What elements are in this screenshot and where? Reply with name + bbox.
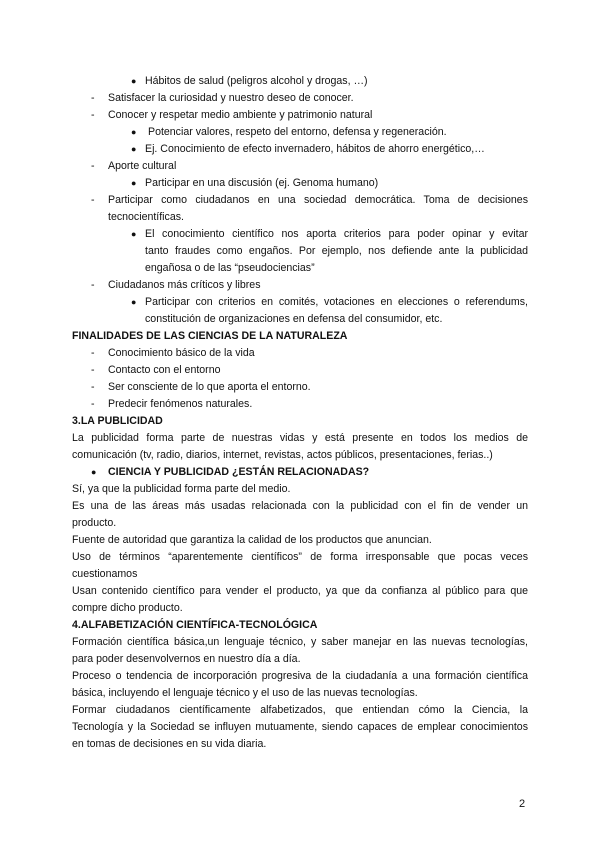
text-line: Es una de las áreas más usadas relacionada con la publicidad con el fin de vender un [72, 500, 528, 512]
text-line: Conocer y respetar medio ambiente y patrimonio natural [108, 109, 373, 121]
text-line: comunicación (tv, radio, diarios, internet, revistas, actos públicos, presentaciones, ferias..) [72, 449, 493, 461]
bullet-icon: ● [131, 178, 137, 188]
text-line: Ser consciente de lo que aporta el entorno. [108, 381, 311, 393]
text-line: Conocimiento básico de la vida [108, 347, 255, 359]
dash-icon: - [91, 194, 95, 206]
bullet-icon: ● [91, 467, 97, 477]
text-line: en tomas de decisiones en su vida diaria. [72, 738, 267, 750]
text-line: Proceso o tendencia de incorporación progresiva de la ciudadanía a una formación científica [72, 670, 528, 682]
text-line: Ciudadanos más críticos y libres [108, 279, 261, 291]
text-line: constitución de organizaciones en defensa del consumidor, etc. [145, 313, 443, 325]
text-line: Sí, ya que la publicidad forma parte del medio. [72, 483, 291, 495]
bullet-icon: ● [131, 229, 137, 239]
bullet-icon: ● [131, 76, 137, 86]
text-line: El conocimiento científico nos aporta criterios para poder opinar y evitar [145, 228, 528, 240]
dash-icon: - [91, 279, 95, 291]
text-line: Satisfacer la curiosidad y nuestro deseo de conocer. [108, 92, 354, 104]
text-line: Fuente de autoridad que garantiza la calidad de los productos que anuncian. [72, 534, 432, 546]
text-line: cuestionamos [72, 568, 138, 580]
text-line: Contacto con el entorno [108, 364, 221, 376]
text-line: Participar como ciudadanos en una sociedad democrática. Toma de decisiones [108, 194, 528, 206]
text-line: Formar ciudadanos científicamente alfabetizados, que entiendan cómo la Ciencia, la [72, 704, 528, 716]
text-line: Formación científica básica,un lenguaje técnico, y saber manejar en las nuevas tecnologías, [72, 636, 528, 648]
text-line: Ej. Conocimiento de efecto invernadero, hábitos de ahorro energético,… [145, 143, 485, 155]
bullet-icon: ● [131, 297, 137, 307]
text-line: producto. [72, 517, 117, 529]
text-line: Potenciar valores, respeto del entorno, defensa y regeneración. [148, 126, 447, 138]
dash-icon: - [91, 109, 95, 121]
text-line: engañosa o de las “pseudociencias” [145, 262, 315, 274]
text-line: Hábitos de salud (peligros alcohol y drogas, …) [145, 75, 368, 87]
text-line: Aporte cultural [108, 160, 177, 172]
text-line: Participar en una discusión (ej. Genoma humano) [145, 177, 379, 189]
text-line: básica, incluyendo el lenguaje técnico y el uso de las nuevas tecnologías. [72, 687, 418, 699]
subheading: CIENCIA Y PUBLICIDAD ¿ESTÁN RELACIONADAS? [108, 466, 370, 478]
dash-icon: - [91, 160, 95, 172]
text-line: compre dicho producto. [72, 602, 183, 614]
text-line: para poder desenvolvernos en nuestro día a día. [72, 653, 301, 665]
dash-icon: - [91, 381, 95, 393]
bullet-icon: ● [131, 127, 137, 137]
dash-icon: - [91, 398, 95, 410]
text-line: Uso de términos “aparentemente científicos” de forma irresponsable que pocas veces [72, 551, 528, 563]
bullet-icon: ● [131, 144, 137, 154]
section-heading: 3.LA PUBLICIDAD [72, 415, 163, 427]
dash-icon: - [91, 347, 95, 359]
text-line: La publicidad forma parte de nuestras vidas y está presente en todos los medios de [72, 432, 528, 444]
text-line: Participar con criterios en comités, votaciones en elecciones o referendums, [145, 296, 528, 308]
text-line: Predecir fenómenos naturales. [108, 398, 253, 410]
text-line: Usan contenido científico para vender el producto, ya que da confianza al público para que [72, 585, 528, 597]
section-heading: 4.ALFABETIZACIÓN CIENTÍFICA-TECNOLÓGICA [72, 619, 318, 631]
text-line: tecnocientíficas. [108, 211, 184, 223]
text-line: tanto fraudes como engaños. Por ejemplo, nos defiende ante la publicidad [145, 245, 528, 257]
section-heading: FINALIDADES DE LAS CIENCIAS DE LA NATURALEZA [72, 330, 348, 342]
page-number: 2 [519, 798, 526, 810]
dash-icon: - [91, 364, 95, 376]
text-line: Tecnología y la Sociedad se influyen mutuamente, siendo capaces de emplear conocimientos [72, 721, 528, 733]
dash-icon: - [91, 92, 95, 104]
